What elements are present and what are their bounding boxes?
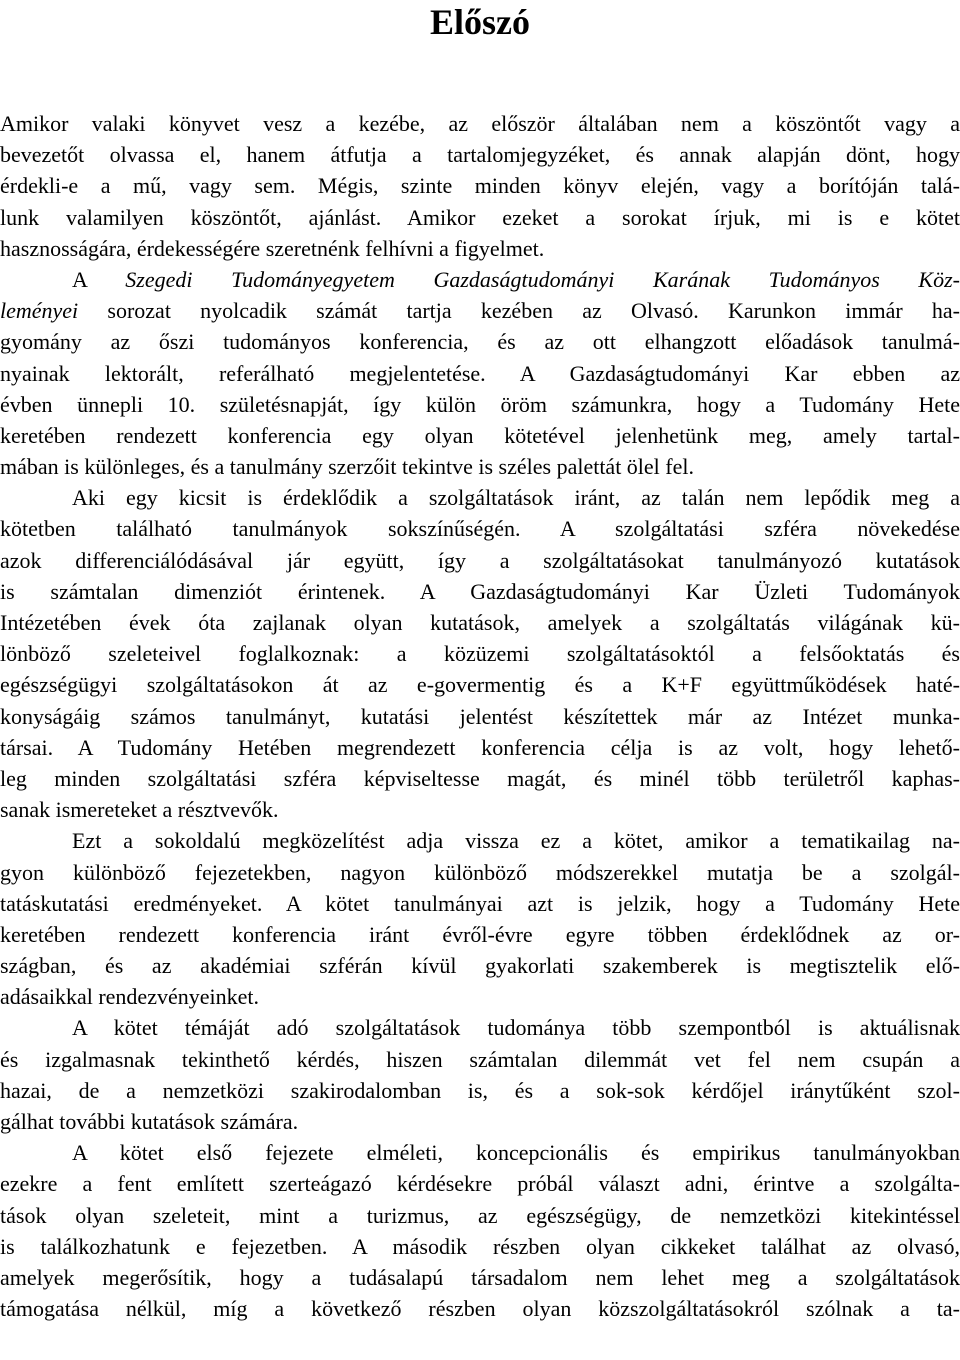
text-run: nyainak lektorált, referálható megjelentetése. A Gazdaságtudományi Kar ebben az	[0, 360, 960, 386]
text-run: ezekre a fent említett szerteágazó kérdésekre próbál választ adni, érintve a szolgálta-	[0, 1171, 960, 1197]
text-run: adásaikkal rendezvényeinket.	[0, 984, 259, 1010]
text-run: azok differenciálódásával jár együtt, így a szolgáltatásokat tanulmányozó kutatások	[0, 547, 960, 573]
text-line	[0, 545, 960, 576]
text-line	[0, 607, 960, 638]
text-run: Amikor valaki könyvet vesz a kezébe, az először általában nem a köszöntőt vagy a	[0, 111, 960, 136]
text-run: sorozat nyolcadik számát tartja kezében az Olvasó. Karunkon immár ha-	[78, 298, 960, 324]
text-run: támogatása nélkül, míg a következő részben olyan közszolgáltatásokról szólnak a ta-	[0, 1296, 960, 1322]
text-line	[0, 669, 960, 700]
text-run: hasznosságára, érdekességére szeretnénk felhívni a figyelmet.	[0, 235, 545, 261]
text-line	[0, 1231, 960, 1262]
text-run: leg minden szolgáltatási szféra képviseltesse magát, és minél több területről kaphas-	[0, 765, 960, 791]
italic-text: leményei	[0, 298, 79, 324]
text-line	[0, 139, 960, 170]
paragraph	[0, 108, 960, 264]
italic-text: Szegedi Tudományegyetem Gazdaságtudományi Karának Tudományos Köz-	[125, 266, 960, 292]
text-line	[0, 857, 960, 888]
text-run: hazai, de a nemzetközi szakirodalomban is, és a sok-sok kérdőjel iránytűként szol-	[0, 1077, 960, 1103]
text-line	[0, 264, 960, 295]
text-line	[0, 825, 960, 856]
text-line	[0, 701, 960, 732]
text-line	[0, 482, 960, 513]
text-line	[0, 1012, 960, 1043]
text-run: Intézetében évek óta zajlanak olyan kutatások, amelyek a szolgáltatás világának kü-	[0, 610, 960, 635]
text-run: tások olyan szeleteit, mint a turizmus, az egészségügy, de nemzetközi kitekintéssel	[0, 1202, 960, 1228]
paragraph	[0, 264, 960, 482]
text-line	[0, 919, 960, 950]
text-run: és izgalmasnak tekinthető kérdés, hiszen számtalan dilemmát vet fel nem csupán a	[0, 1046, 960, 1072]
document-body	[0, 108, 960, 1324]
text-line	[0, 638, 960, 669]
paragraph	[0, 1012, 960, 1137]
paragraph	[0, 482, 960, 825]
text-line	[0, 1262, 960, 1293]
text-line	[0, 513, 960, 544]
paragraph	[0, 1137, 960, 1324]
text-line	[0, 170, 960, 201]
text-run: gyon különböző fejezetekben, nagyon különböző módszerekkel mutatja be a szolgál-	[0, 859, 960, 885]
text-line	[0, 1044, 960, 1075]
text-line	[0, 389, 960, 420]
text-run: gálhat további kutatások számára.	[0, 1109, 299, 1134]
text-line	[0, 358, 960, 389]
text-line	[0, 1106, 960, 1137]
text-run: lunk valamilyen köszöntőt, ajánlást. Amikor ezeket a sorokat írjuk, mi is e kötet	[0, 204, 960, 230]
text-run: A	[72, 266, 126, 292]
text-run: Aki egy kicsit is érdeklődik a szolgáltatások iránt, az talán nem lepődik meg a	[72, 485, 960, 511]
text-run: mában is különleges, és a tanulmány szerzőit tekintve is széles palettát ölel fel.	[0, 454, 694, 480]
text-line	[0, 326, 960, 357]
text-run: gyomány az őszi tudományos konferencia, és az ott elhangzott előadások tanulmá-	[0, 329, 960, 355]
text-line	[0, 950, 960, 981]
text-line	[0, 888, 960, 919]
text-line	[0, 576, 960, 607]
text-line	[0, 1137, 960, 1168]
text-line	[0, 1075, 960, 1106]
text-run: évben ünnepli 10. születésnapját, így külön öröm számunkra, hogy a Tudomány Hete	[0, 391, 960, 417]
text-run: is találkozhatunk e fejezetben. A második részben olyan cikkeket találhat az olvasó,	[0, 1233, 960, 1259]
text-run: szágban, és az akadémiai szférán kívül gyakorlati szakemberek is megtisztelik elő-	[0, 953, 960, 979]
text-run: bevezetőt olvassa el, hanem átfutja a tartalomjegyzéket, és annak alapján dönt, hogy	[0, 142, 960, 168]
text-line	[0, 108, 960, 139]
text-line	[0, 763, 960, 794]
text-run: érdekli-e a mű, vagy sem. Mégis, szinte minden könyv elején, vagy a borítóján talá-	[0, 173, 960, 199]
text-run: keretében rendezett konferencia egy olyan kötetével jelenhetünk meg, amely tartal-	[0, 422, 960, 448]
text-line	[0, 202, 960, 233]
text-line	[0, 1168, 960, 1199]
text-line	[0, 794, 960, 825]
text-run: egészségügyi szolgáltatásokon át az e-govermentig és a K+F együttműködések haté-	[0, 672, 960, 698]
text-line	[0, 732, 960, 763]
text-run: társai. A Tudomány Hetében megrendezett konferencia célja is az volt, hogy lehető-	[0, 734, 960, 760]
text-line	[0, 233, 960, 264]
text-line	[0, 420, 960, 451]
text-line	[0, 451, 960, 482]
text-run: konyságáig számos tanulmányt, kutatási jelentést készítettek már az Intézet munka-	[0, 703, 960, 729]
text-run: tatáskutatási eredményeket. A kötet tanulmányai azt is jelzik, hogy a Tudomány Hete	[0, 890, 960, 916]
paragraph	[0, 825, 960, 1012]
page-title: Előszó	[429, 2, 530, 42]
text-run: A kötet első fejezete elméleti, koncepcionális és empirikus tanulmányokban	[72, 1140, 960, 1166]
text-run: A kötet témáját adó szolgáltatások tudománya több szempontból is aktuálisnak	[72, 1015, 960, 1041]
text-run: Ezt a sokoldalú megközelítést adja vissza ez a kötet, amikor a tematikailag na-	[72, 828, 960, 854]
text-line	[0, 295, 960, 326]
text-run: is számtalan dimenziót érintenek. A Gazdaságtudományi Kar Üzleti Tudományok	[0, 578, 960, 604]
text-run: keretében rendezett konferencia iránt évről-évre egyre többen érdeklődnek az or-	[0, 921, 960, 947]
text-line	[0, 1200, 960, 1231]
text-run: kötetben található tanulmányok sokszínűségén. A szolgáltatási szféra növekedése	[0, 516, 960, 542]
text-line	[0, 981, 960, 1012]
text-line	[0, 1293, 960, 1324]
text-run: sanak ismereteket a résztvevők.	[0, 797, 279, 823]
text-run: lönböző szeleteivel foglalkoznak: a közüzemi szolgáltatásoktól a felsőoktatás és	[0, 641, 960, 667]
text-run: amelyek megerősítik, hogy a tudásalapú társadalom nem lehet meg a szolgáltatások	[0, 1264, 960, 1290]
